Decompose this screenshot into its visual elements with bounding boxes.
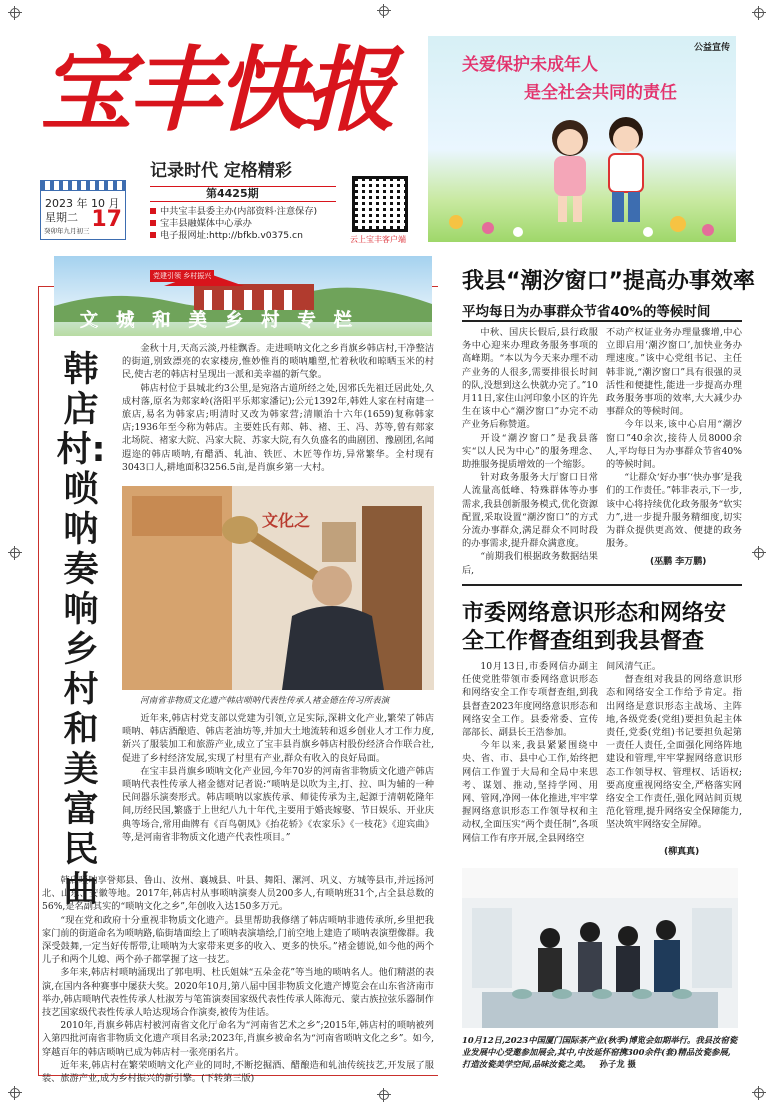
date-lunar: 癸卯年九月初三 — [44, 227, 90, 235]
article1-column-1 — [462, 326, 598, 576]
paragraph: “现在党和政府十分重视非物质文化遗产。县里帮助我修缮了韩店唢呐非遗传承所,乡里把我家门前的街道命名为唢呐路,临街墙面绘上了唢呐表演墙绘,门前空地上建造了唢呐表演塑像群。我深受鼓舞,一定当好传帮带,让唢呐为大家带来更多的收入、更多的快乐。”褚金德说,如今他的两个儿子和两个儿媳、两个孙子都掌握了这一技艺。 — [42, 914, 434, 966]
date-day: 17 — [91, 207, 122, 232]
article1-column-2 — [606, 326, 742, 552]
feature-body-wide — [42, 874, 434, 1085]
publisher-info — [150, 206, 317, 242]
feature-banner — [54, 256, 432, 336]
paragraph: 多年来,韩店村唢呐涌现出了郭电明、杜氏姐妹“五朵金花”等当地的唢呐名人。他们精湛的表演,在国内各种赛事中屡获大奖。2020年10月,第八届中国非物质文化遗产博览会在山东省济南市举办,韩店唢呐代表性传承人杜淑芳与笔笛演奏国家级代表性传承人陈海元、蒙古族拉弦乐器制作技艺国家级代表性传承人哈达现场合作演奏,被传为佳话。 — [42, 967, 434, 1019]
registration-mark — [8, 546, 22, 560]
tea-expo-photo — [462, 868, 738, 1028]
registration-mark — [377, 1088, 391, 1102]
paragraph: 10月13日,市委网信办副主任使党胜带领市委网络意识形态和网络安全工作专项督查组,到我县督查2023年度网络意识形态和网络安全工作。县委常委、宣传部部长、副县长王浩参加。 — [462, 661, 598, 739]
paragraph: 督查组对我县的网络意识形态和网络安全工作给予肯定。指出网络是意识形态主战场、主阵地,各级党委(党组)要担负起主体责任,党委(党组)书记要担负起第一责任人责任,全面强化网络阵地建设和管理,牢牢掌握网络意识形态工作领导权、管理权、话语权;要高度重视网络安全,严格落实网络安全工作责任,强化网站间页规范化管理,提升网络安全保障能力,坚决筑牢网络安全屏障。 — [606, 674, 742, 831]
registration-mark — [8, 6, 22, 20]
paragraph: 近年来,韩店村党支部以党建为引领,立足实际,深耕文化产业,繁荣了韩店唢呐、韩店酒酿造、韩店老油坊等,并加大土地流转和返乡创业人才工作力度,新兴了服装加工和旅游产业,成立了宝丰县肖旗乡韩店村股份经济合作联合社,促进了乡村经济发展,实现了村里有产业,群众有收入的良好局面。 — [122, 713, 434, 764]
paragraph: 今年以来,该中心启用“潮汐窗口”40余次,接待人员8000余人,平均每日为办事群众节省40%的等候时间。 — [606, 419, 742, 471]
article2-byline: (柳真真) — [664, 847, 700, 857]
paragraph: 在宝丰县肖旗乡唢呐文化产业园,今年70岁的河南省非物质文化遗产韩店唢呐代表性传承人褚金德对记者说:“唢呐是以吹为主,打、拉、叫为辅的一种民间器乐演奏形式。韩店唢呐以家族传承、师徒传承为主,起源于清朝乾隆年间,历经民国,繁盛于上世纪八九十年代,主要用于婚丧嫁娶、节日娱乐、开业庆典等场合,常用曲牌有《百鸟朝凤》《抬花轿》《农家乐》《一枝花》《迎宾曲》等,是河南省非物质文化遗产代表性项目。” — [122, 765, 434, 843]
registration-mark — [752, 1086, 766, 1100]
feature-body-narrow — [122, 712, 434, 874]
photo-caption: 河南省非物质文化遗产韩店唢呐代表性传承人褚金德在传习所表演 — [140, 696, 390, 706]
masthead-title: 宝丰快报 — [40, 36, 393, 144]
paragraph: “让群众‘好办事’‘快办事’是我们的工作责任。”韩非表示,下一步,该中心将持续优化政务服务“软实力”,进一步提升服务精细度,切实为群众提供更高效、便捷的政务服务。 — [606, 472, 742, 550]
article1-byline: (巫鹏 李万鹏) — [650, 557, 707, 567]
caption-text: 10月12日,2023中国厦门国际茶产业(秋季)博览会如期举行。我县汝窑瓷业发展中心受邀参加展会,其中,中汝延怀窑携300余件(套)精品汝瓷参展,打造汝瓷美学空间,品味汝瓷之美。 — [462, 1035, 738, 1069]
date-box — [40, 180, 126, 240]
qr-code-icon[interactable] — [352, 176, 408, 232]
feature-headline: 韩店村:唢呐奏响乡村和美富民曲 — [56, 350, 106, 910]
divider — [462, 320, 742, 322]
article2-headline: 市委网络意识形态和网络安全工作督查组到我县督查 — [462, 601, 727, 654]
issue-number: 第4425期 — [150, 186, 336, 202]
divider — [462, 584, 742, 586]
paragraph: 韩店唢呐享誉郏县、鲁山、汝州、襄城县、叶县、舞阳、漯河、巩义、方城等县市,并远扬河北、山东、安徽等地。2017年,韩店村从事唢呐演奏人员200多人,有唢呐班31个,占全县总数的56%,是名副其实的“唢呐文化之乡”,年创收入达150多万元。 — [42, 875, 434, 913]
paragraph: “前期我们根据政务数据结果后, — [462, 551, 598, 576]
ad-line-2: 是全社会共同的责任 — [524, 83, 677, 103]
qr-caption: 云上宝丰客户端 — [350, 235, 406, 244]
paragraph: 近年来,韩店村在繁荣唢呐文化产业的同时,不断挖掘酒、醋酿造和轧油传统技艺,开发展了服装、旅游产业,成为乡村振兴的新引擎。(下转第三版) — [42, 1059, 434, 1085]
flowers-icon — [428, 202, 736, 242]
masthead-slogan: 记录时代 定格精彩 — [150, 161, 292, 181]
paragraph: 开设“潮汐窗口”是我县落实“以人民为中心”的服务理念、助推服务提质增效的一个缩影。 — [462, 432, 598, 471]
article1-subhead: 平均每日为办事群众节省40%的等候时间 — [462, 304, 711, 320]
article1-headline: 我县“潮汐窗口”提高办事效率 — [462, 269, 755, 294]
paragraph: 中秋、国庆长假后,县行政服务中心迎来办理政务服务事项的高峰期。“本以为今天来办理不动产业务的人很多,需要排很长时间的队,没想到这么快就办完了。”10月11日,家住山河印象小区的许先生在该中心“潮汐窗口”办完不动产业务后称赞道。 — [462, 327, 598, 431]
registration-mark — [752, 6, 766, 20]
ad-tag: 公益宣传 — [693, 43, 730, 53]
paragraph: 韩店村位于县城北约3公里,是宛洛古道所经之处,因邪氏先祖迁居此处,久成村落,原名为郏家岭(洛阳平乐郏家潘记);公元1392年,韩姓人家在村南建一旅店,易名为韩家店;明清时又改为韩家营;清顺治十六年(1659)复称韩家店;1936年至今称为韩店。主要姓氏有郏、韩、褚、王、冯、苏等,曾有郏家北场院、褚家大院、冯家大院、苏家大院,有久负盛名的曲剧团、豫剧团,名闻遐迩的韩店唢呐,有醋酒、轧油、铁匠、木匠等作坊,异常繁华。全村现有3043口人,耕地面积3256.5亩,是肖旗乡第一大村。 — [122, 382, 434, 473]
photo-wall-sign: 文化之 — [262, 511, 311, 530]
suona-performer-photo — [122, 486, 434, 690]
registration-mark — [377, 4, 391, 18]
article2-column-2 — [606, 660, 742, 856]
paragraph: 今年以来,我县紧紧围绕中央、省、市、县中心工作,始终把网信工作置于大局和全局中来思考、谋划、推动,坚持学网、用网、管网,净网一体化推进,牢牢掌握网络意识形态工作领导权和主动权,全面压实“两个责任制”,各项网信工作有序开展,全县网络空 — [462, 740, 598, 844]
performer-image-icon — [122, 486, 434, 690]
expo-photo-caption — [462, 1034, 738, 1070]
registration-mark — [752, 546, 766, 560]
paragraph: 针对政务服务大厅窗口日常人流量高低峰、特殊群体等办事需求,我县创新服务模式,优化资源配置,采取设置“潮汐窗口”的方式分流办事群众,满足群众不同时段的办事需求,提升群众满意度。 — [462, 472, 598, 550]
info-line: 宝丰县融媒体中心承办 — [150, 218, 317, 230]
photo-credit: 孙子龙 摄 — [599, 1059, 636, 1069]
ad-line-1: 关爱保护未成年人 — [462, 55, 598, 75]
feature-intro — [122, 342, 434, 482]
article2-column-1 — [462, 660, 598, 856]
info-line: 电子报网址:http://bfkb.v0375.cn — [150, 230, 317, 242]
public-service-ad — [428, 36, 736, 242]
banner-title: 文 城 和 美 乡 村 专 栏 — [80, 310, 358, 331]
date-year-month: 2023 年 10 月 — [45, 197, 120, 210]
paragraph: 间风清气正。 — [606, 661, 662, 672]
calendar-rings — [41, 181, 125, 191]
registration-mark — [8, 1086, 22, 1100]
banner-badge: 党建引领 乡村振兴 — [150, 270, 214, 282]
paragraph: 2010年,肖旗乡韩店村被河南省文化厅命名为“河南省艺术之乡”;2015年,韩店村的唢呐被列入第四批河南省非物质文化遗产项目名录;2023年,肖旗乡被命名为“河南省唢呐文化之乡”。如今,穿越百年的韩店唢呐已成为韩店村一张亮丽名片。 — [42, 1020, 434, 1058]
date-weekday: 星期二 — [45, 211, 78, 224]
info-line: 中共宝丰县委主办(内部资料·注意保存) — [150, 206, 317, 218]
paragraph: 金秋十月,天高云淡,丹桂飘香。走进唢呐文化之乡肖旗乡韩店村,干净整洁的街道,别致漂亮的农家楼房,惟妙惟肖的唢呐雕塑,忙着秋收和晾晒玉米的村民,使古老的韩店村呈现出一派和美幸福的新气象。 — [122, 343, 434, 381]
expo-image-icon — [462, 868, 738, 1028]
paragraph: 不动产权证业务办理量骤增,中心立即启用‘潮汐窗口’,加快业务办理速度。”该中心党组书记、主任韩非说,“潮汐窗口”具有很强的灵活性和便捷性,能进一步提高办理政务服务事项的效率,大大减少办事群众的等候时间。 — [606, 327, 742, 418]
